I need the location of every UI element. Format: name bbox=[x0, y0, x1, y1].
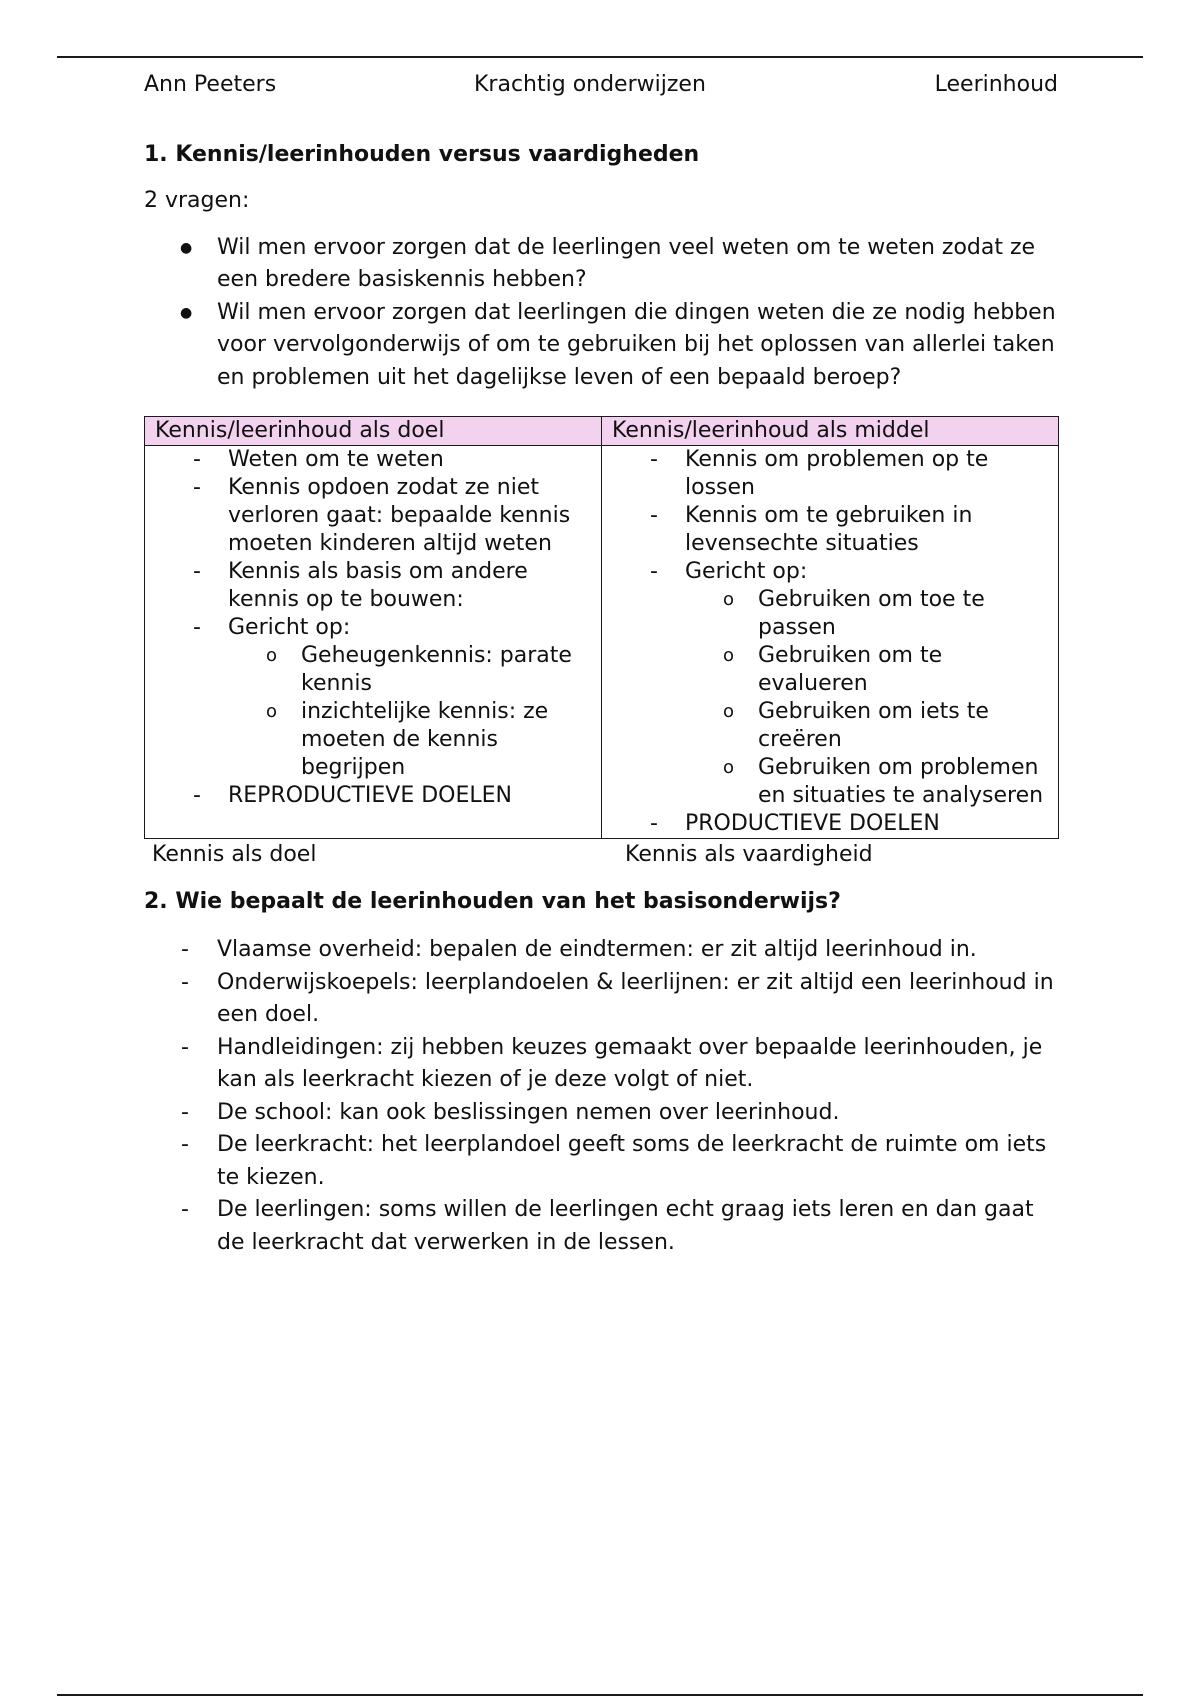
section1-intro: 2 vragen: bbox=[144, 188, 250, 213]
item-text: Kennis om problemen op te lossen bbox=[685, 447, 989, 500]
caption-left: Kennis als doel bbox=[152, 842, 317, 867]
dash-icon: - bbox=[650, 447, 658, 472]
item-text: inzichtelijke kennis: ze moeten de kennis begrijpen bbox=[301, 699, 549, 780]
section2-title: 2. Wie bepaalt de leerinhouden van het basisonderwijs? bbox=[144, 889, 841, 914]
circle-bullet-icon: o bbox=[266, 701, 278, 722]
dash-icon: - bbox=[181, 937, 189, 962]
comparison-table bbox=[144, 416, 1059, 839]
item-text: Onderwijskoepels: leerplandoelen & leerlijnen: er zit altijd een leerinhoud in een doel. bbox=[217, 969, 1054, 1027]
item-text: Gebruiken om te evalueren bbox=[758, 643, 943, 696]
list-item bbox=[723, 586, 1050, 642]
list-item bbox=[180, 232, 1058, 297]
list-item bbox=[180, 297, 1058, 395]
list-item bbox=[650, 558, 1050, 810]
sub-list bbox=[685, 586, 1050, 810]
dash-icon: - bbox=[650, 503, 658, 528]
table-captions bbox=[144, 841, 1058, 869]
list-item bbox=[193, 446, 593, 474]
list-item bbox=[266, 642, 593, 698]
item-text: Gebruiken om problemen en situaties te analyseren bbox=[758, 755, 1044, 808]
item-text: Gebruiken om iets te creëren bbox=[758, 699, 989, 752]
item-text: PRODUCTIEVE DOELEN bbox=[685, 811, 940, 836]
list-item bbox=[193, 614, 593, 782]
dash-icon: - bbox=[181, 969, 189, 995]
table-cell-right bbox=[602, 446, 1059, 839]
item-text: REPRODUCTIEVE DOELEN bbox=[228, 783, 513, 808]
list-item bbox=[193, 474, 593, 558]
bullet-icon: ● bbox=[180, 304, 193, 321]
list-item bbox=[650, 446, 1050, 502]
dash-icon: - bbox=[181, 1034, 189, 1060]
dash-list bbox=[145, 446, 601, 810]
item-text: Handleidingen: zij hebben keuzes gemaakt over bepaalde leerinhouden, je kan als leerkracht kiezen of je deze volgt of niet. bbox=[217, 1034, 1043, 1092]
dash-icon: - bbox=[181, 1132, 189, 1157]
dash-icon: - bbox=[181, 1099, 189, 1125]
circle-bullet-icon: o bbox=[723, 589, 735, 610]
header-topic: Leerinhoud bbox=[934, 72, 1058, 97]
item-text: Vlaamse overheid: bepalen de eindtermen: er zit altijd leerinhoud in. bbox=[217, 937, 977, 962]
list-item bbox=[181, 1129, 1058, 1194]
dash-icon: - bbox=[193, 559, 201, 584]
list-item bbox=[181, 967, 1058, 1032]
item-text: De leerlingen: soms willen de leerlingen echt graag iets leren en dan gaat de leerkracht dat verwerken in de lessen. bbox=[217, 1197, 1034, 1255]
list-item bbox=[181, 1032, 1058, 1097]
list-item bbox=[723, 698, 1050, 754]
item-text: Gericht op: bbox=[685, 559, 808, 584]
questions-list bbox=[144, 232, 1058, 395]
item-text: Gebruiken om toe te passen bbox=[758, 587, 985, 640]
list-item bbox=[723, 754, 1050, 810]
list-item bbox=[193, 782, 593, 810]
document-body bbox=[144, 140, 1058, 1259]
section2-list bbox=[144, 934, 1058, 1259]
dash-icon: - bbox=[193, 615, 201, 640]
header-rule bbox=[57, 56, 1143, 58]
list-item bbox=[723, 642, 1050, 698]
item-text: Kennis als basis om andere kennis op te bouwen: bbox=[228, 559, 528, 612]
question-text: Wil men ervoor zorgen dat leerlingen die dingen weten die ze nodig hebben voor vervolgonderwijs of om te gebruiken bij het oplossen van allerlei taken en problemen uit het dagelijkse leven of een bepaald beroep? bbox=[217, 299, 1056, 390]
item-text: Geheugenkennis: parate kennis bbox=[301, 643, 572, 696]
header-author: Ann Peeters bbox=[144, 72, 277, 97]
dash-icon: - bbox=[193, 447, 201, 472]
item-text: De school: kan ook beslissingen nemen over leerinhoud. bbox=[217, 1099, 840, 1125]
dash-icon: - bbox=[193, 475, 201, 500]
question-text: Wil men ervoor zorgen dat de leerlingen veel weten om te weten zodat ze een bredere basiskennis hebben? bbox=[217, 234, 1036, 292]
list-item bbox=[193, 558, 593, 614]
header-course: Krachtig onderwijzen bbox=[474, 72, 706, 97]
table-cell-left bbox=[145, 446, 602, 839]
item-text: Gericht op: bbox=[228, 615, 351, 640]
footer-rule bbox=[57, 1694, 1143, 1696]
item-text: De leerkracht: het leerplandoel geeft soms de leerkracht de ruimte om iets te kiezen. bbox=[217, 1132, 1047, 1190]
list-item bbox=[650, 502, 1050, 558]
list-item bbox=[181, 1097, 1058, 1130]
item-text: Kennis opdoen zodat ze niet verloren gaat: bepaalde kennis moeten kinderen altijd weten bbox=[228, 475, 571, 556]
dash-icon: - bbox=[650, 559, 658, 584]
circle-bullet-icon: o bbox=[266, 645, 278, 666]
item-text: Weten om te weten bbox=[228, 447, 444, 472]
list-item bbox=[181, 934, 1058, 967]
circle-bullet-icon: o bbox=[723, 757, 735, 778]
dash-icon: - bbox=[181, 1197, 189, 1222]
item-text: Kennis om te gebruiken in levensechte situaties bbox=[685, 503, 973, 556]
page-header bbox=[144, 70, 1058, 100]
dash-icon: - bbox=[193, 783, 201, 808]
caption-right: Kennis als vaardigheid bbox=[625, 842, 873, 867]
bullet-icon: ● bbox=[180, 239, 193, 256]
table-header-right: Kennis/leerinhoud als middel bbox=[602, 417, 1059, 446]
list-item bbox=[181, 1194, 1058, 1259]
section1-title: 1. Kennis/leerinhouden versus vaardigheden bbox=[144, 142, 700, 167]
list-item bbox=[650, 810, 1050, 838]
sub-list bbox=[228, 642, 593, 782]
dash-list bbox=[602, 446, 1058, 838]
circle-bullet-icon: o bbox=[723, 701, 735, 722]
table-row bbox=[145, 446, 1059, 839]
table-header-left: Kennis/leerinhoud als doel bbox=[145, 417, 602, 446]
table-header-row bbox=[145, 417, 1059, 446]
circle-bullet-icon: o bbox=[723, 645, 735, 666]
list-item bbox=[266, 698, 593, 782]
dash-icon: - bbox=[650, 811, 658, 836]
